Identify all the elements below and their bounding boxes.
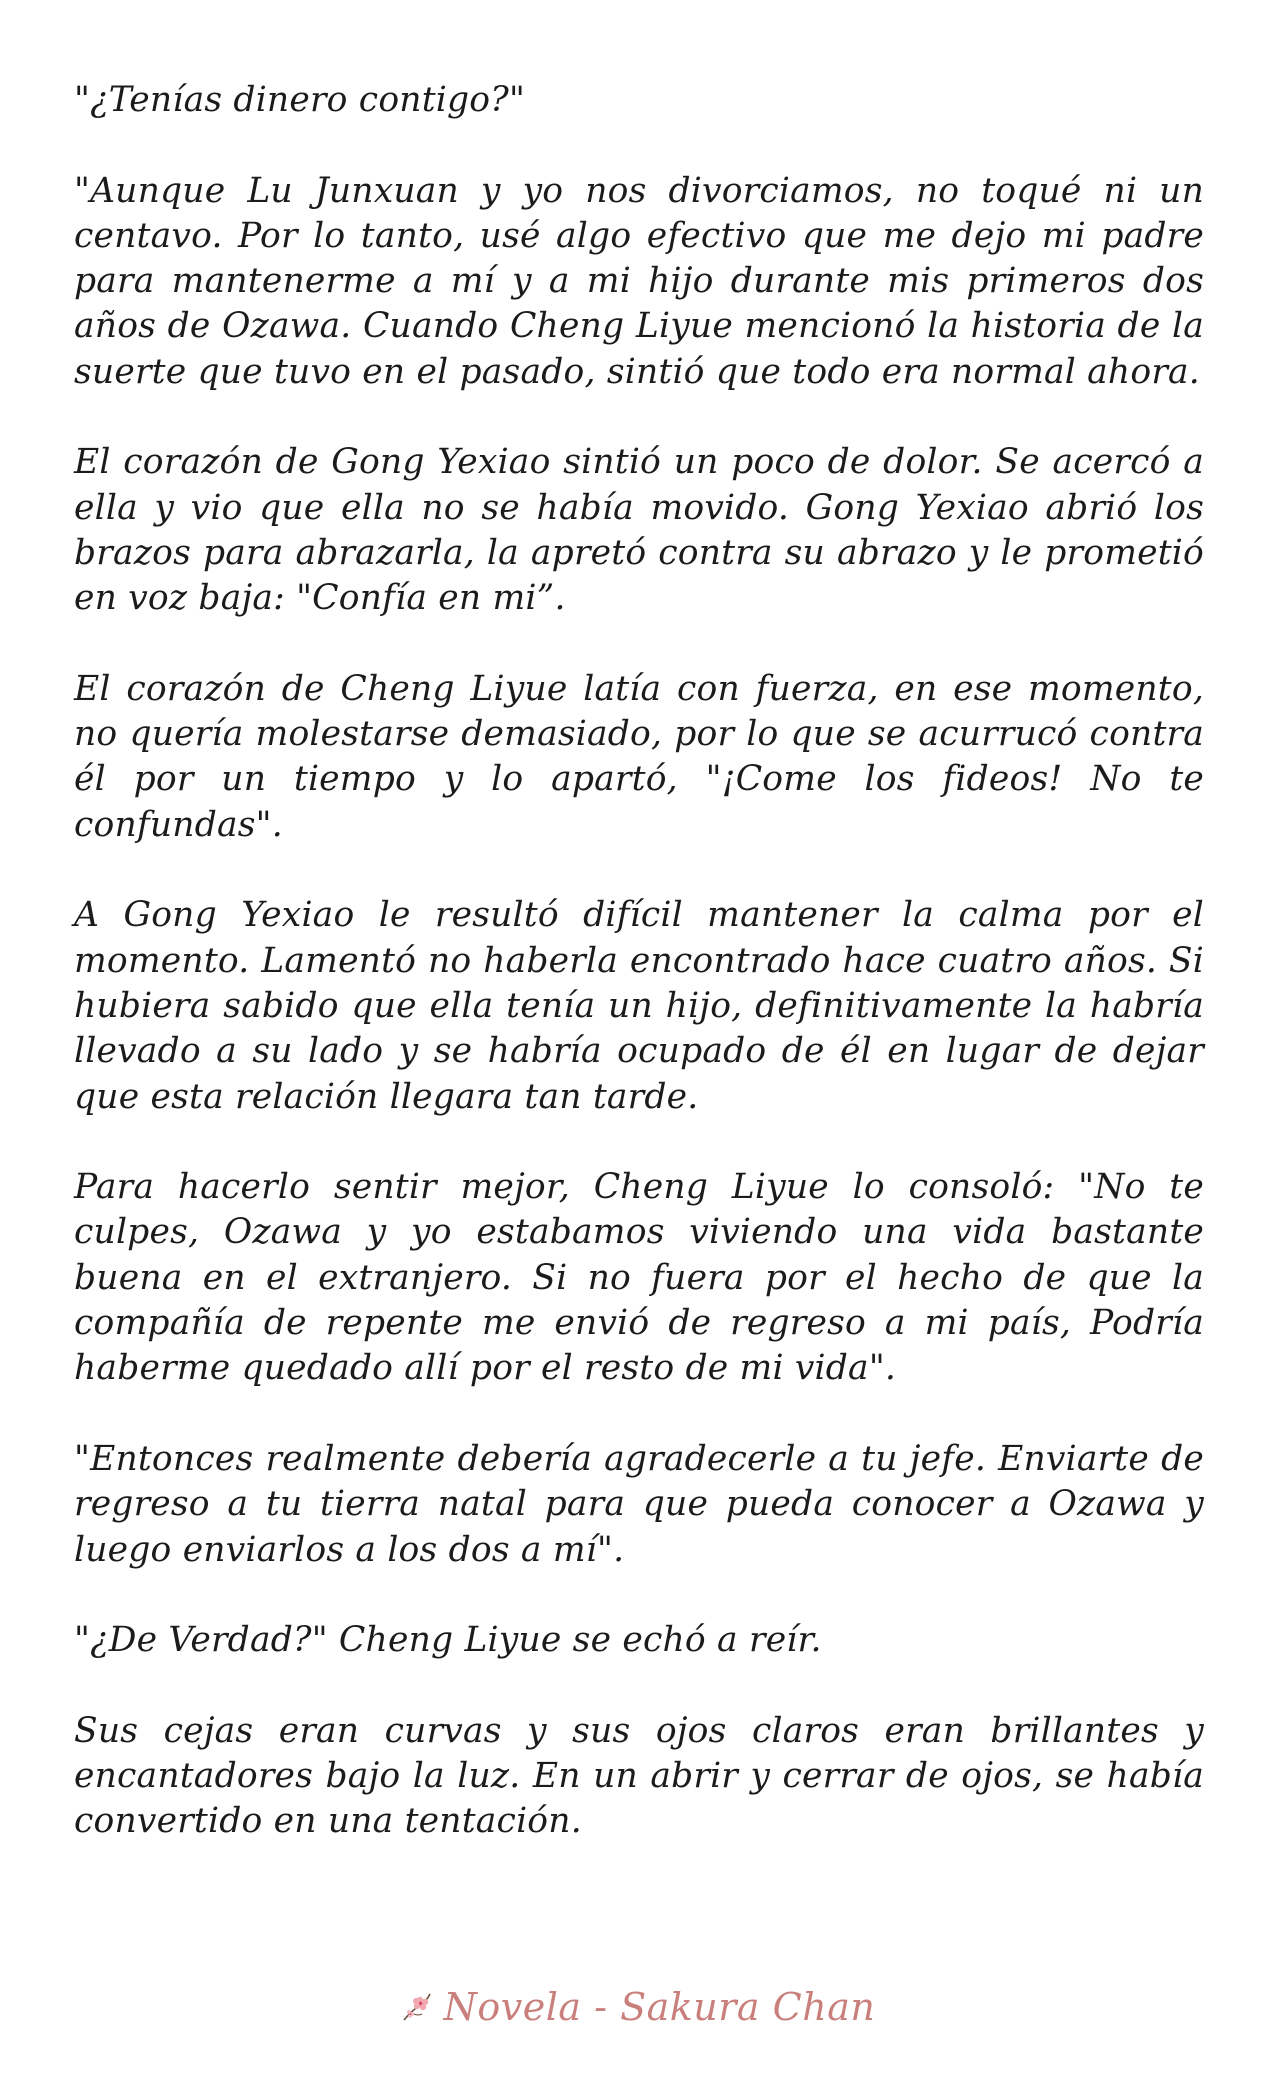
watermark-text: Novela - Sakura Chan [443,1985,876,2029]
paragraph-1: "¿Tenías dinero contigo?" [74,80,526,120]
paragraph-6: Para hacerlo sentir mejor, Cheng Liyue lo consoló: "No te culpes, Ozawa y yo estabamos viviendo una vida bastante buena en el extranjero. Si no fuera por el hecho de que la compañía de repente me envió de regreso a mi país, Podría haberme quedado allí por el resto de mi vida". [74,1167,1204,1389]
paragraph-4: El corazón de Cheng Liyue latía con fuerza, en ese momento, no quería molestarse demasiado, por lo que se acurrucó contra él por un tiempo y lo apartó, "¡Come los fideos! No te confundas". [74,668,1204,845]
watermark-footer [0,1985,1275,2029]
paragraph-5: A Gong Yexiao le resultó difícil mantener la calma por el momento. Lamentó no haberla encontrado hace cuatro años. Si hubiera sabido que ella tenía un hijo, definitivamente la habría llevado a su lado y se habría ocupado de él en lugar de dejar que esta relación llegara tan tarde. [74,895,1204,1117]
paragraph-3: El corazón de Gong Yexiao sintió un poco de dolor. Se acercó a ella y vio que ella no se había movido. Gong Yexiao abrió los brazos para abrazarla, la apretó contra su abrazo y le prometió en voz baja: "Confía en mi”. [74,442,1204,619]
paragraph-7: "Entonces realmente debería agradecerle a tu jefe. Enviarte de regreso a tu tierra natal para que pueda conocer a Ozawa y luego enviarlos a los dos a mí". [74,1438,1204,1570]
paragraph-9: Sus cejas eran curvas y sus ojos claros eran brillantes y encantadores bajo la luz. En un abrir y cerrar de ojos, se había convertido en una tentación. [74,1710,1204,1842]
document-body [74,78,1204,1890]
paragraph-2: "Aunque Lu Junxuan y yo nos divorciamos, no toqué ni un centavo. Por lo tanto, usé algo efectivo que me dejo mi padre para mantenerme a mí y a mi hijo durante mis primeros dos años de Ozawa. Cuando Cheng Liyue mencionó la historia de la suerte que tuvo en el pasado, sintió que todo era normal ahora. [74,170,1204,392]
paragraph-8: "¿De Verdad?" Cheng Liyue se echó a reír. [74,1620,822,1661]
cherry-blossom-icon [400,1990,434,2024]
